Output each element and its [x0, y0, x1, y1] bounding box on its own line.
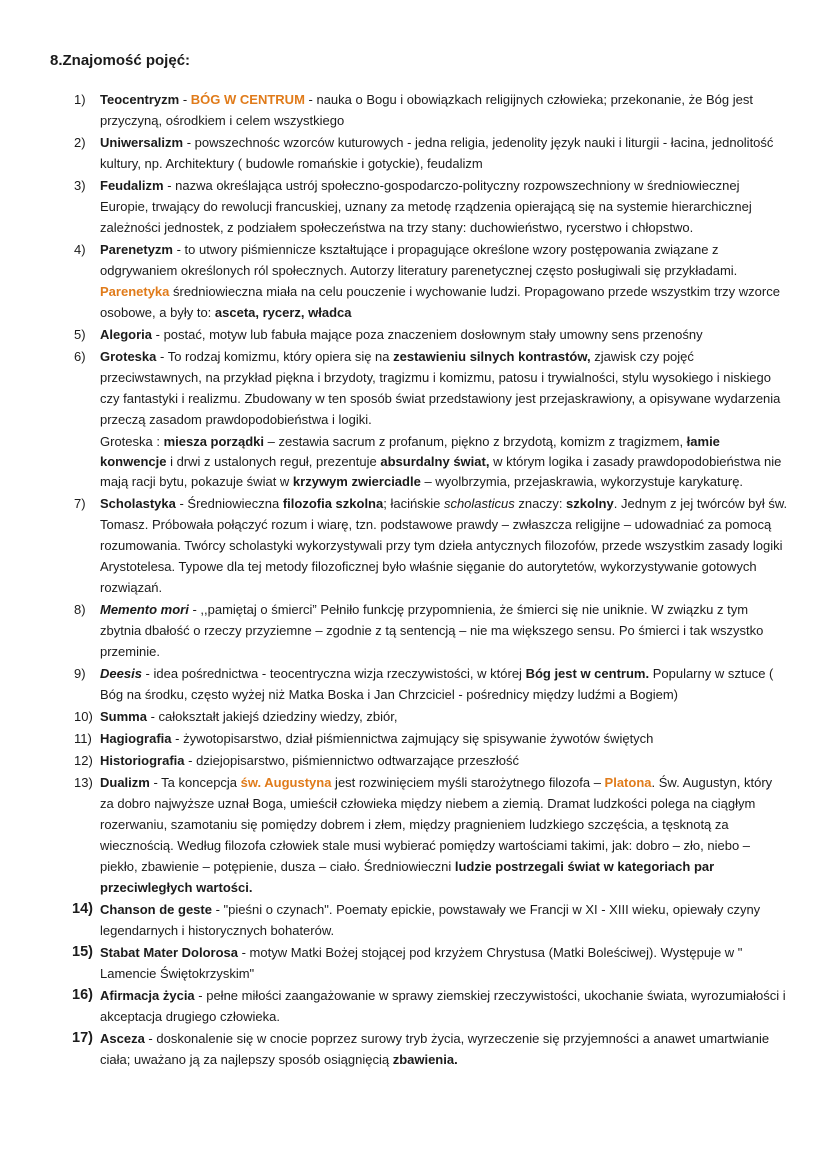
- list-item: [50, 985, 788, 1027]
- term-text: znaczy:: [514, 496, 567, 511]
- item-body: [100, 728, 788, 749]
- item-number: 11): [74, 731, 92, 746]
- item-body: [100, 324, 788, 345]
- term-text: . Jednym z jej twórców był św. Tomasz. Próbowała połączyć rozum i wiarę, tzn. podstawowe prawdy – zwłaszcza religijne – udowadniać za pomocą rozumowania. Twórcy scholastyki wykorzystywali przy tym dzieła antycznych filozofów, przede wszystkim zasady logiki Arystotelesa. Typowe dla tej metody filozoficznej było właśnie sięganie do autorytetów, wykorzystywanie gotowych rozwiązań.: [100, 496, 788, 595]
- item-body: [100, 899, 788, 941]
- term-text: Groteska :: [100, 434, 164, 449]
- term-emphasis: scholasticus: [443, 496, 515, 511]
- term-emphasis: Deesis: [100, 666, 142, 681]
- term-text: i drwi z ustalonych reguł, prezentuje: [166, 454, 381, 469]
- term-emphasis: BÓG W CENTRUM: [190, 92, 305, 107]
- list-item: [50, 1028, 788, 1070]
- term-emphasis: Platona: [604, 775, 652, 790]
- item-subparagraph: [100, 432, 788, 492]
- term-emphasis: Asceza: [100, 1031, 145, 1046]
- item-body: [100, 132, 788, 174]
- item-body: [100, 493, 788, 598]
- term-emphasis: Groteska: [100, 349, 157, 364]
- list-item: [50, 750, 788, 771]
- term-emphasis: św. Augustyna: [240, 775, 332, 790]
- item-number: 4): [74, 242, 86, 257]
- term-text: jest rozwinięciem myśli starożytnego filozofa –: [331, 775, 605, 790]
- term-text: średniowieczna miała na celu pouczenie i wychowanie ludzi. Propagowano przede wszystkim trzy wzorce osobowe, a były to:: [100, 284, 780, 320]
- item-number: 2): [74, 135, 86, 150]
- term-text: - motyw Matki Bożej stojącej pod krzyżem Chrystusa (Matki Boleściwej). Występuje w " Lamencie Świętokrzyskim": [100, 945, 743, 981]
- term-text: - Ta koncepcja: [149, 775, 241, 790]
- term-emphasis: zbawienia.: [392, 1052, 458, 1067]
- item-body: [100, 985, 788, 1027]
- term-text: – zestawia sacrum z profanum, piękno z brzydotą, komizm z tragizmem,: [264, 434, 687, 449]
- term-emphasis: Hagiografia: [100, 731, 172, 746]
- term-text: – wyolbrzymia, przejaskrawia, wykorzystuje karykaturę.: [420, 474, 744, 489]
- term-emphasis: miesza porządki: [163, 434, 265, 449]
- term-text: - ,,pamiętaj o śmierci” Pełniło funkcję przypomnienia, że śmierci się nie uniknie. W związku z tym zbytnia dbałość o rzeczy przyziemne – zgodnie z tą sentencją – nie ma większego sensu. Po śmierci i tak wszystko przeminie.: [100, 602, 764, 659]
- list-item: [50, 89, 788, 131]
- term-text: - dziejopisarstwo, piśmiennictwo odtwarzające przeszłość: [184, 753, 520, 768]
- term-emphasis: Parenetyka: [100, 284, 170, 299]
- item-body: [100, 663, 788, 705]
- list-item: [50, 346, 788, 492]
- list-item: [50, 728, 788, 749]
- item-number: 7): [74, 496, 86, 511]
- term-emphasis: Teocentryzm: [100, 92, 180, 107]
- list-item: [50, 175, 788, 238]
- list-item: [50, 599, 788, 662]
- term-text: - nazwa określająca ustrój społeczno-gospodarczo-polityczny rozpowszechniony w średniowiecznej Europie, trwający do rewolucji francuskiej, uznany za metodę rządzenia opierającą się na systemie hierarchicznej zależności jednostek, z podziałem społeczeństwa na trzy stany: duchowieństwo, rycerstwo i chłopstwo.: [100, 178, 752, 235]
- page-title: 8.Znajomość pojęć:: [50, 52, 191, 69]
- term-text: Popularny w sztuce ( Bóg na środku, często wyżej niż Matka Boska i Jan Chrzciciel - pośrednicy między ludźmi a Bogiem): [100, 666, 774, 702]
- term-text: - idea pośrednictwa - teocentryczna wizja rzeczywistości, w której: [141, 666, 526, 681]
- item-number: 1): [74, 92, 86, 107]
- item-body: [100, 942, 788, 984]
- term-text: w którym logika i zasady prawdopodobieństwa nie mają racji bytu, pokazuje świat w: [100, 454, 782, 489]
- list-item: [50, 239, 788, 323]
- term-emphasis: Feudalizm: [100, 178, 164, 193]
- term-emphasis: Alegoria: [100, 327, 153, 342]
- item-body: [100, 599, 788, 662]
- list-item: [50, 899, 788, 941]
- term-text: - pełne miłości zaangażowanie w sprawy ziemskiej rzeczywistości, ukochanie świata, wyrozumiałości i akceptacja drugiego człowieka.: [100, 988, 786, 1024]
- term-text: - to utwory piśmiennicze kształtujące i propagujące określone wzory postępowania związane z odgrywaniem określonych ról społecznych. Autorzy literatury parenetycznej często posługiwali się przykładami.: [100, 242, 738, 278]
- term-text: - postać, motyw lub fabuła mające poza znaczeniem dosłownym stały umowny sens przenośny: [152, 327, 703, 342]
- term-emphasis: ludzie postrzegali świat w kategoriach par przeciwległych wartości.: [100, 859, 715, 895]
- item-number: 13): [74, 775, 93, 790]
- term-emphasis: Dualizm: [100, 775, 150, 790]
- item-number: 16): [72, 987, 93, 1003]
- item-number: 9): [74, 666, 86, 681]
- term-emphasis: absurdalny świat,: [380, 454, 490, 469]
- list-item: [50, 942, 788, 984]
- item-number: 5): [74, 327, 86, 342]
- terms-list: [50, 89, 788, 1070]
- term-emphasis: filozofia szkolna: [282, 496, 384, 511]
- item-body: [100, 706, 788, 727]
- term-emphasis: zestawieniu silnych kontrastów,: [393, 349, 591, 364]
- term-text: - nauka o Bogu i obowiązkach religijnych człowieka; przekonanie, że Bóg jest przyczyną, ośrodkiem i celem wszystkiego: [100, 92, 753, 128]
- term-emphasis: Bóg jest w centrum.: [525, 666, 650, 681]
- item-number: 17): [72, 1030, 93, 1046]
- item-body: [100, 1028, 788, 1070]
- term-emphasis: Memento mori: [100, 602, 189, 617]
- term-emphasis: Stabat Mater Dolorosa: [100, 945, 238, 960]
- term-text: - całokształt jakiejś dziedziny wiedzy, zbiór,: [146, 709, 398, 724]
- term-emphasis: szkolny: [566, 496, 614, 511]
- term-emphasis: Summa: [100, 709, 147, 724]
- item-body: [100, 750, 788, 771]
- term-text: - doskonalenie się w cnocie poprzez surowy tryb życia, wyrzeczenie się przyjemności a anawet umartwianie ciała; uważano ją za najlepszy sposób osiągnięcią: [100, 1031, 770, 1067]
- term-emphasis: asceta, rycerz, władca: [214, 305, 352, 320]
- term-text: zjawisk czy pojęć przeciwstawnych, na przykład piękna i brzydoty, tragizmu i komizmu, patosu i trywialności, stylu wysokiego i niskiego czy fantastyki i realizmu. Zbudowany w ten sposób świat przedstawiony jest przejaskrawiony, a opisywane wydarzenia przeczą zasadom prawdopodobieństwa i logiki.: [100, 349, 781, 427]
- list-item: [50, 772, 788, 898]
- list-item: [50, 493, 788, 598]
- term-emphasis: łamie konwencje: [100, 434, 720, 469]
- term-text: ; łacińskie: [383, 496, 444, 511]
- term-text: - To rodzaj komizmu, który opiera się na: [156, 349, 394, 364]
- term-text: - Średniowieczna: [175, 496, 283, 511]
- item-number: 10): [74, 709, 93, 724]
- term-emphasis: krzywym zwierciadle: [292, 474, 421, 489]
- item-body: [100, 175, 788, 238]
- list-item: [50, 706, 788, 727]
- item-body: [100, 346, 788, 430]
- term-emphasis: Scholastyka: [100, 496, 176, 511]
- item-number: 12): [74, 753, 93, 768]
- list-item: [50, 324, 788, 345]
- item-body: [100, 772, 788, 898]
- list-item: [50, 663, 788, 705]
- list-item: [50, 132, 788, 174]
- item-number: 6): [74, 349, 86, 364]
- term-text: -: [179, 92, 191, 107]
- item-number: 8): [74, 602, 86, 617]
- term-text: - żywotopisarstwo, dział piśmiennictwa zajmujący się spisywanie żywotów świętych: [171, 731, 654, 746]
- term-emphasis: Afirmacja życia: [100, 988, 195, 1003]
- item-number: 3): [74, 178, 86, 193]
- term-emphasis: Historiografia: [100, 753, 185, 768]
- item-number: 15): [72, 944, 93, 960]
- term-text: - powszechnośc wzorców kuturowych - jedna religia, jedenolity język nauki i liturgii - łacina, jednolitość kultury, np. Architektury ( budowle romańskie i gotyckie), feudalizm: [100, 135, 774, 171]
- item-number: 14): [72, 901, 93, 917]
- item-body: [100, 239, 788, 323]
- term-text: . Św. Augustyn, który za dobro najwyższe uznał Boga, umieścił człowieka między niebem a ziemią. Dramat ludzkości polega na ciągłym rozerwaniu, szamotaniu się pomiędzy dobrem i złem, między pragnieniem ludzkiego szczęścia, a tęsknotą za wiecznością. Według filozofa człowiek stale musi wybierać pomiędzy wartościami takimi, jak: dobro – zło, niebo – piekło, zbawienie – potępienie, dusza – ciało. Średniowieczni: [100, 775, 773, 874]
- item-body: [100, 89, 788, 131]
- term-emphasis: Parenetyzm: [100, 242, 173, 257]
- term-text: - "pieśni o czynach". Poematy epickie, powstawały we Francji w XI - XIII wieku, opiewały czyny legendarnych i historycznych bohaterów.: [100, 902, 761, 938]
- term-emphasis: Chanson de geste: [100, 902, 212, 917]
- term-emphasis: Uniwersalizm: [100, 135, 184, 150]
